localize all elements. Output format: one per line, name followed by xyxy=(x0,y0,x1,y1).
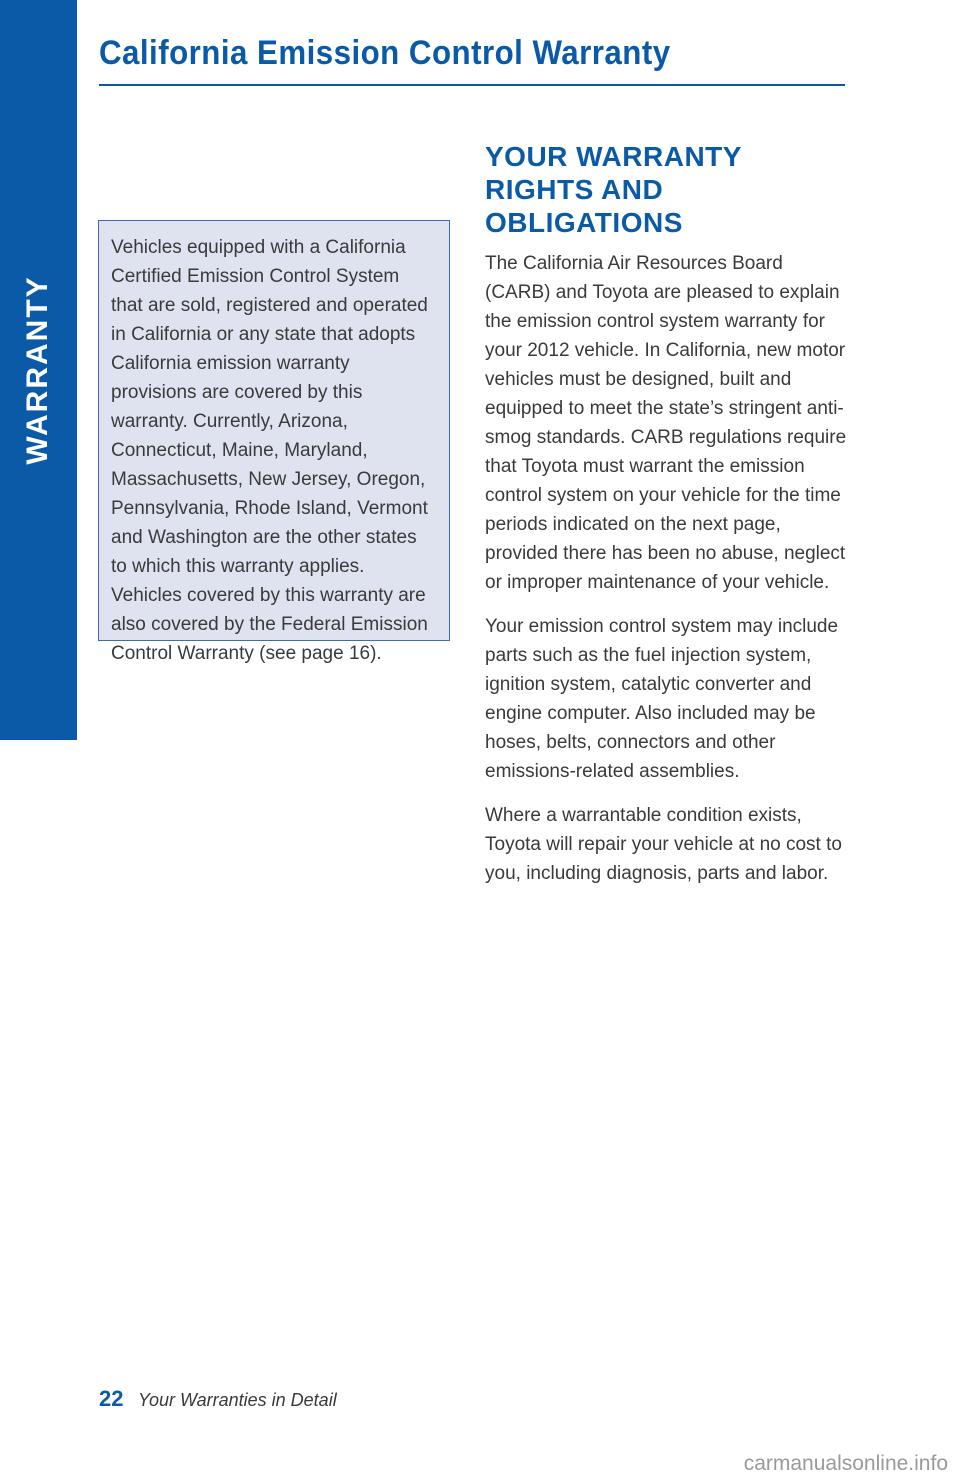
footer-text: Your Warranties in Detail xyxy=(137,1390,337,1410)
page-title: California Emission Control Warranty xyxy=(99,34,671,72)
side-tab xyxy=(0,0,77,740)
section-heading: YOUR WARRANTY RIGHTS AND OBLIGATIONS xyxy=(485,141,742,238)
title-divider xyxy=(99,84,845,86)
body-paragraph-3: Where a warrantable condition exists, Toyota will repair your vehicle at no cost to you, including diagnosis, parts and labor. xyxy=(485,805,842,884)
body-paragraph-2: Your emission control system may include parts such as the fuel injection system, ignition system, catalytic converter and engine computer. Also included may be hoses, belts, connectors and other emissions-related assemblies. xyxy=(485,616,839,782)
body-paragraph-1: The California Air Resources Board (CARB) and Toyota are pleased to explain the emission control system warranty for your 2012 vehicle. In California, new motor vehicles must be designed, built and equipped to meet the state’s stringent anti-smog standards. CARB regulations require that Toyota must warrant the emission control system on your vehicle for the time periods indicated on the next page, provided there has been no abuse, neglect or improper maintenance of your vehicle. xyxy=(485,253,847,593)
page-footer xyxy=(99,1386,337,1412)
note-box xyxy=(98,220,450,664)
warranty-rights-section xyxy=(485,140,847,903)
page-number: 22 xyxy=(99,1386,124,1411)
side-tab-label: WARRANTY xyxy=(21,275,54,465)
watermark: carmanualsonline.info xyxy=(743,1452,948,1475)
note-box-text: Vehicles equipped with a California Certified Emission Control System that are sold, registered and operated in California or any state that adopts California emission warranty provisions are covered by this warranty. Currently, Arizona, Connecticut, Maine, Maryland, Massachusetts, New Jersey, Oregon, Pennsylvania, Rhode Island, Vermont and Washington are the other states to which this warranty applies. Vehicles covered by this warranty are also covered by the Federal Emission Control Warranty (see page 16). xyxy=(111,237,428,664)
